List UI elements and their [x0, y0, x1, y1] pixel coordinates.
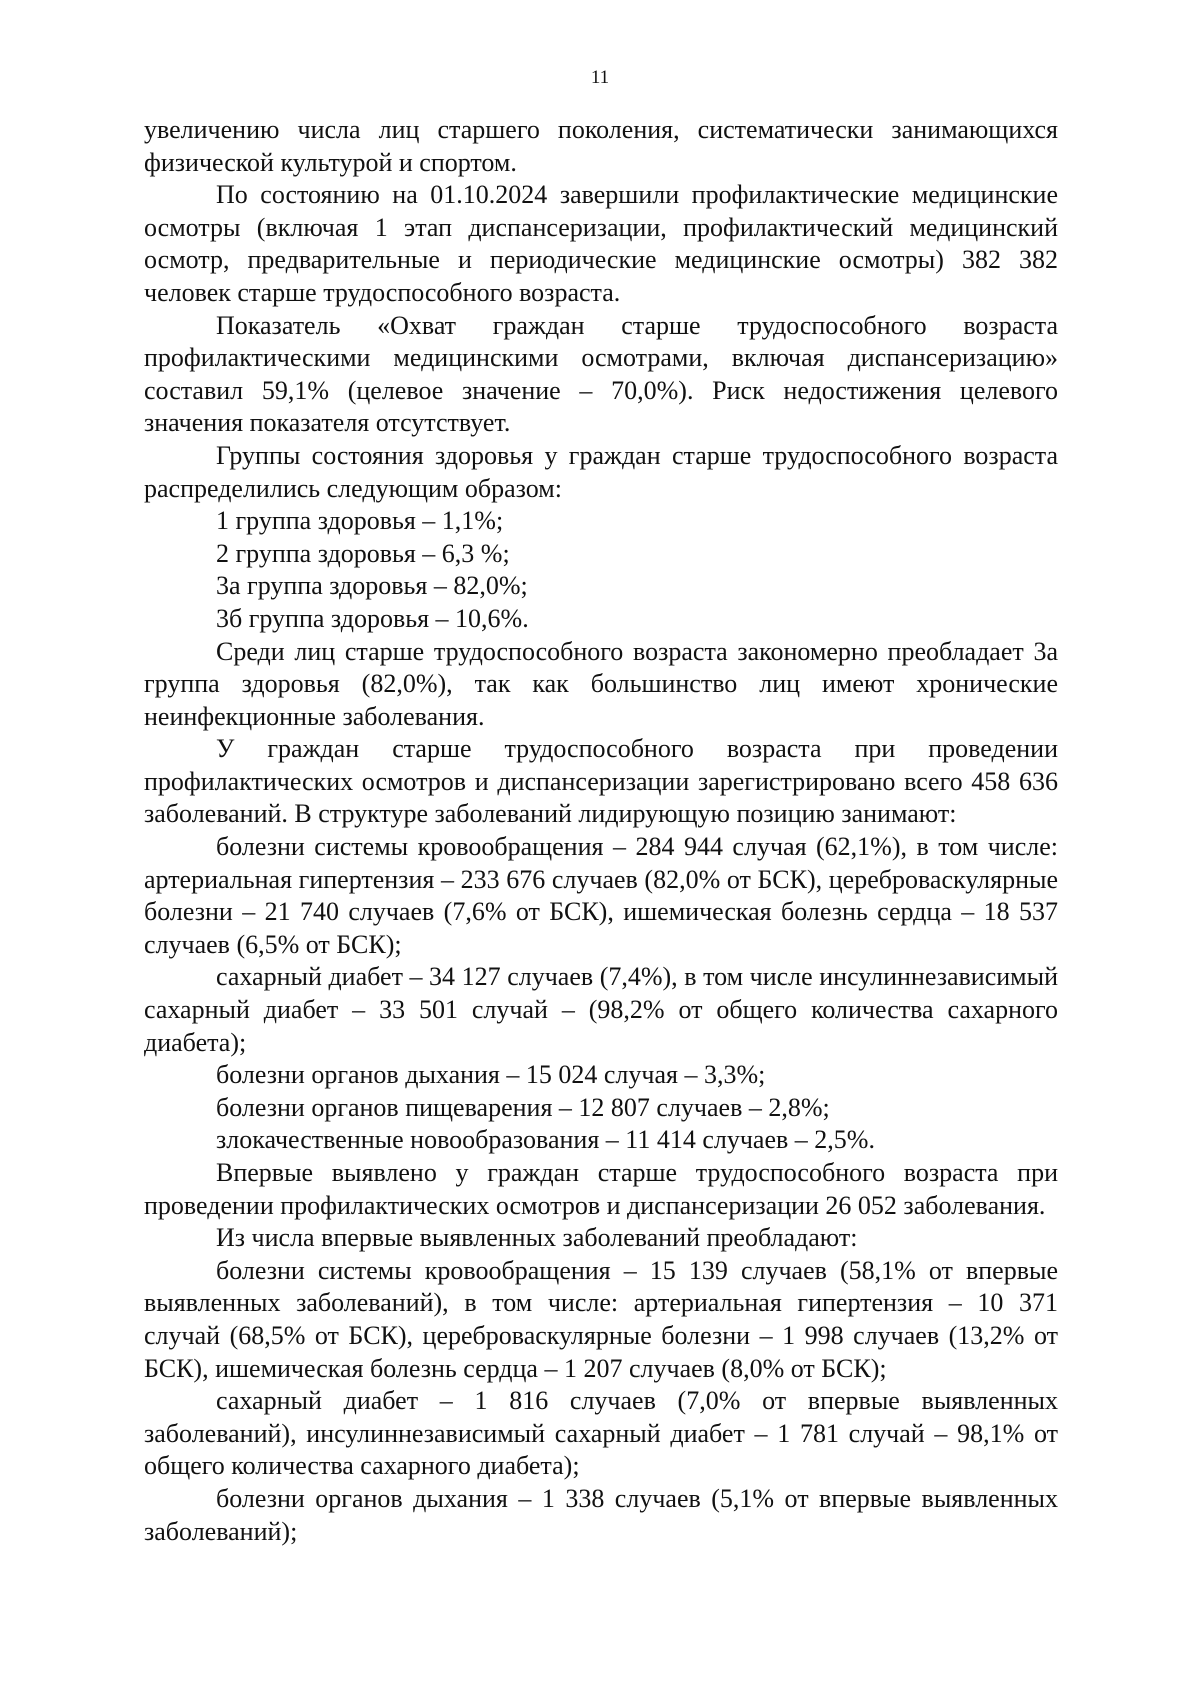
- paragraph-first-detected: Впервые выявлено у граждан старше трудоспособного возраста при проведении профилактических осмотров и диспансеризации 26 052 заболевания.: [144, 1158, 1058, 1220]
- list-item-diabetes: сахарный диабет – 34 127 случаев (7,4%), в том числе инсулиннезависимый сахарный диабет – 33 501 случай – (98,2% от общего количества сахарного диабета);: [144, 962, 1058, 1057]
- list-item-new-diabetes: сахарный диабет – 1 816 случаев (7,0% от впервые выявленных заболеваний), инсулиннезависимый сахарный диабет – 1 781 случай – 98,1% от общего количества сахарного диабета);: [144, 1386, 1058, 1481]
- list-item-malignant-neoplasms: злокачественные новообразования – 11 414 случаев – 2,5%.: [216, 1125, 875, 1155]
- paragraph-registered-diseases: У граждан старше трудоспособного возраста при проведении профилактических осмотров и диспансеризации зарегистрировано всего 458 636 заболеваний. В структуре заболеваний лидирующую позицию занимают:: [144, 734, 1058, 829]
- paragraph-coverage-indicator: Показатель «Охват граждан старше трудоспособного возраста профилактическими медицинскими осмотрами, включая диспансеризацию» составил 59,1% (целевое значение – 70,0%). Риск недостижения целевого значения показателя отсутствует.: [144, 310, 1058, 438]
- paragraph-group-3a-dominance: Среди лиц старше трудоспособного возраста закономерно преобладает 3а группа здоровья (82,0%), так как большинство лиц имеют хронические неинфекционные заболевания.: [144, 636, 1058, 731]
- list-item-new-respiratory-diseases: болезни органов дыхания – 1 338 случаев (5,1% от впервые выявленных заболеваний);: [144, 1483, 1058, 1546]
- paragraph-checkup-count: По состоянию на 01.10.2024 завершили профилактические медицинские осмотры (включая 1 этап диспансеризации, профилактический медицинский осмотр, предварительные и периодические медицинские осмотры) 382 382 человек старше трудоспособного возраста.: [144, 180, 1058, 307]
- list-item-respiratory-diseases: болезни органов дыхания – 15 024 случая – 3,3%;: [216, 1060, 766, 1090]
- list-item-health-group-2: 2 группа здоровья – 6,3 %;: [216, 538, 510, 568]
- paragraph-first-detected-prevail: Из числа впервые выявленных заболеваний преобладают:: [216, 1223, 858, 1253]
- list-item-health-group-3b: 3б группа здоровья – 10,6%.: [216, 603, 529, 633]
- list-item-health-group-3a: 3а группа здоровья – 82,0%;: [216, 571, 528, 601]
- list-item-health-group-1: 1 группа здоровья – 1,1%;: [216, 506, 504, 536]
- list-item-digestive-diseases: болезни органов пищеварения – 12 807 случаев – 2,8%;: [216, 1092, 830, 1122]
- page-number: 11: [590, 67, 610, 88]
- paragraph-continuation: увеличению числа лиц старшего поколения, систематически занимающихся физической культурой и спортом.: [144, 115, 1058, 177]
- paragraph-health-groups-intro: Группы состояния здоровья у граждан старше трудоспособного возраста распределились следующим образом:: [144, 440, 1058, 503]
- list-item-new-circulatory-diseases: болезни системы кровообращения – 15 139 случаев (58,1% от впервые выявленных заболеваний), в том числе: артериальная гипертензия – 10 371 случай (68,5% от БСК), цереброваскулярные болезни – 1 998 случаев (13,2% от БСК), ишемическая болезнь сердца – 1 207 случаев (8,0% от БСК);: [144, 1255, 1058, 1383]
- document-body: [144, 114, 1058, 1548]
- list-item-circulatory-diseases: болезни системы кровообращения – 284 944 случая (62,1%), в том числе: артериальная гипертензия – 233 676 случаев (82,0% от БСК), цереброваскулярные болезни – 21 740 случаев (7,6% от БСК), ишемическая болезнь сердца – 18 537 случаев (6,5% от БСК);: [144, 832, 1058, 959]
